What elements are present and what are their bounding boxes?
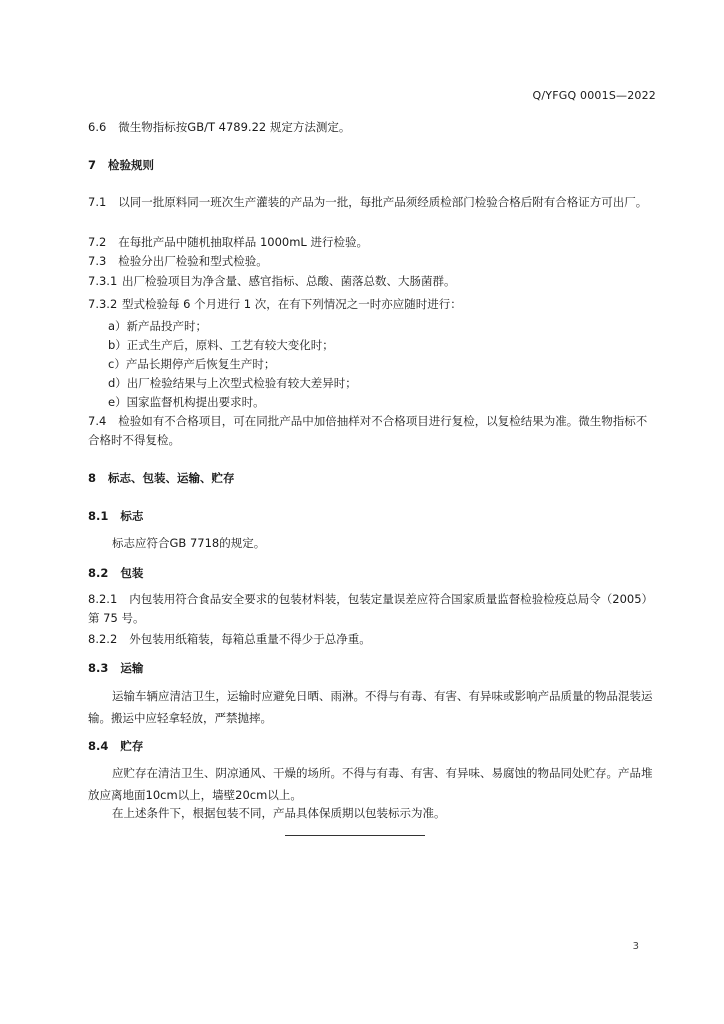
clause-8-4-text: 应贮存在清洁卫生、阴凉通风、干燥的场所。不得与有毒、有害、有异味、易腐蚀的物品同处贮存。产品堆放应离地面10cm以上，墙壁20cm以上。	[88, 766, 653, 802]
list-item: d）出厂检验结果与上次型式检验有较大差异时；	[108, 376, 357, 390]
clause-text: 检验如有不合格项目，可在同批产品中加倍抽样对不合格项目进行复检，以复检结果为准。微生物指标不合格时不得复检。	[88, 414, 648, 447]
clause-8-1-text: 标志应符合GB 7718的规定。	[112, 536, 266, 550]
section-title: 贮存	[120, 739, 144, 753]
clause-8-4-text-2: 在上述条件下，根据包装不同，产品具体保质期以包装标示为准。	[112, 806, 446, 820]
clause-7-3-1	[88, 272, 658, 291]
clause-8-2-1	[88, 590, 658, 628]
clause-text: 内包装用符合食品安全要求的包装材料装，包装定量误差应符合国家质量监督检验检疫总局令（2005）第 75 号。	[88, 592, 654, 625]
clause-text: 以同一批原料同一班次生产灌装的产品为一批，每批产品须经质检部门检验合格后附有合格证方可出厂。	[118, 195, 648, 209]
section-number: 8	[88, 471, 97, 485]
end-rule	[285, 835, 425, 836]
clause-number: 7.3.2	[88, 297, 118, 311]
clause-7-4	[88, 412, 658, 450]
clause-number: 7.3	[88, 254, 107, 268]
clause-8-2-2	[88, 630, 658, 649]
clause-6-6	[88, 118, 658, 137]
clause-number: 7.2	[88, 235, 107, 249]
clause-number: 6.6	[88, 120, 107, 134]
clause-number: 8.2.2	[88, 632, 118, 646]
clause-text: 型式检验每 6 个月进行 1 次，在有下列情况之一时亦应随时进行：	[122, 297, 462, 311]
clause-text: 在每批产品中随机抽取样品 1000mL 进行检验。	[118, 235, 368, 249]
section-title: 包装	[120, 566, 144, 580]
section-7-heading	[88, 156, 658, 175]
section-8-1-heading	[88, 507, 658, 526]
clause-7-1	[88, 193, 658, 212]
section-number: 7	[88, 158, 97, 172]
section-8-3-heading	[88, 659, 658, 678]
page-number: 3	[632, 941, 639, 952]
section-8-2-heading	[88, 564, 658, 583]
section-number: 8.3	[88, 661, 109, 675]
section-number: 8.2	[88, 566, 109, 580]
clause-7-3	[88, 252, 658, 271]
clause-text: 微生物指标按GB/T 4789.22 规定方法测定。	[118, 120, 351, 134]
section-number: 8.1	[88, 509, 109, 523]
document-code: Q/YFGQ 0001S—2022	[532, 89, 656, 102]
list-item: c）产品长期停产后恢复生产时；	[108, 357, 276, 371]
section-title: 检验规则	[108, 158, 155, 172]
section-title: 运输	[120, 661, 144, 675]
clause-7-2	[88, 233, 658, 252]
section-8-heading	[88, 469, 658, 488]
clause-number: 8.2.1	[88, 592, 118, 606]
clause-8-3-text: 运输车辆应清洁卫生，运输时应避免日晒、雨淋。不得与有毒、有害、有异味或影响产品质量的物品混装运输。搬运中应轻拿轻放，严禁抛摔。	[88, 689, 653, 725]
clause-text: 出厂检验项目为净含量、感官指标、总酸、菌落总数、大肠菌群。	[122, 274, 456, 288]
section-title: 标志、包装、运输、贮存	[108, 471, 235, 485]
clause-number: 7.4	[88, 414, 107, 428]
list-item: e）国家监督机构提出要求时。	[108, 395, 265, 409]
list-item: a）新产品投产时；	[108, 319, 208, 333]
clause-text: 外包装用纸箱装，每箱总重量不得少于总净重。	[129, 632, 371, 646]
clause-7-3-2	[88, 295, 658, 314]
section-number: 8.4	[88, 739, 109, 753]
clause-number: 7.3.1	[88, 274, 118, 288]
clause-number: 7.1	[88, 195, 107, 209]
clause-text: 检验分出厂检验和型式检验。	[118, 254, 268, 268]
section-title: 标志	[120, 509, 144, 523]
section-8-4-heading	[88, 737, 658, 756]
list-item: b）正式生产后，原料、工艺有较大变化时；	[108, 338, 334, 352]
